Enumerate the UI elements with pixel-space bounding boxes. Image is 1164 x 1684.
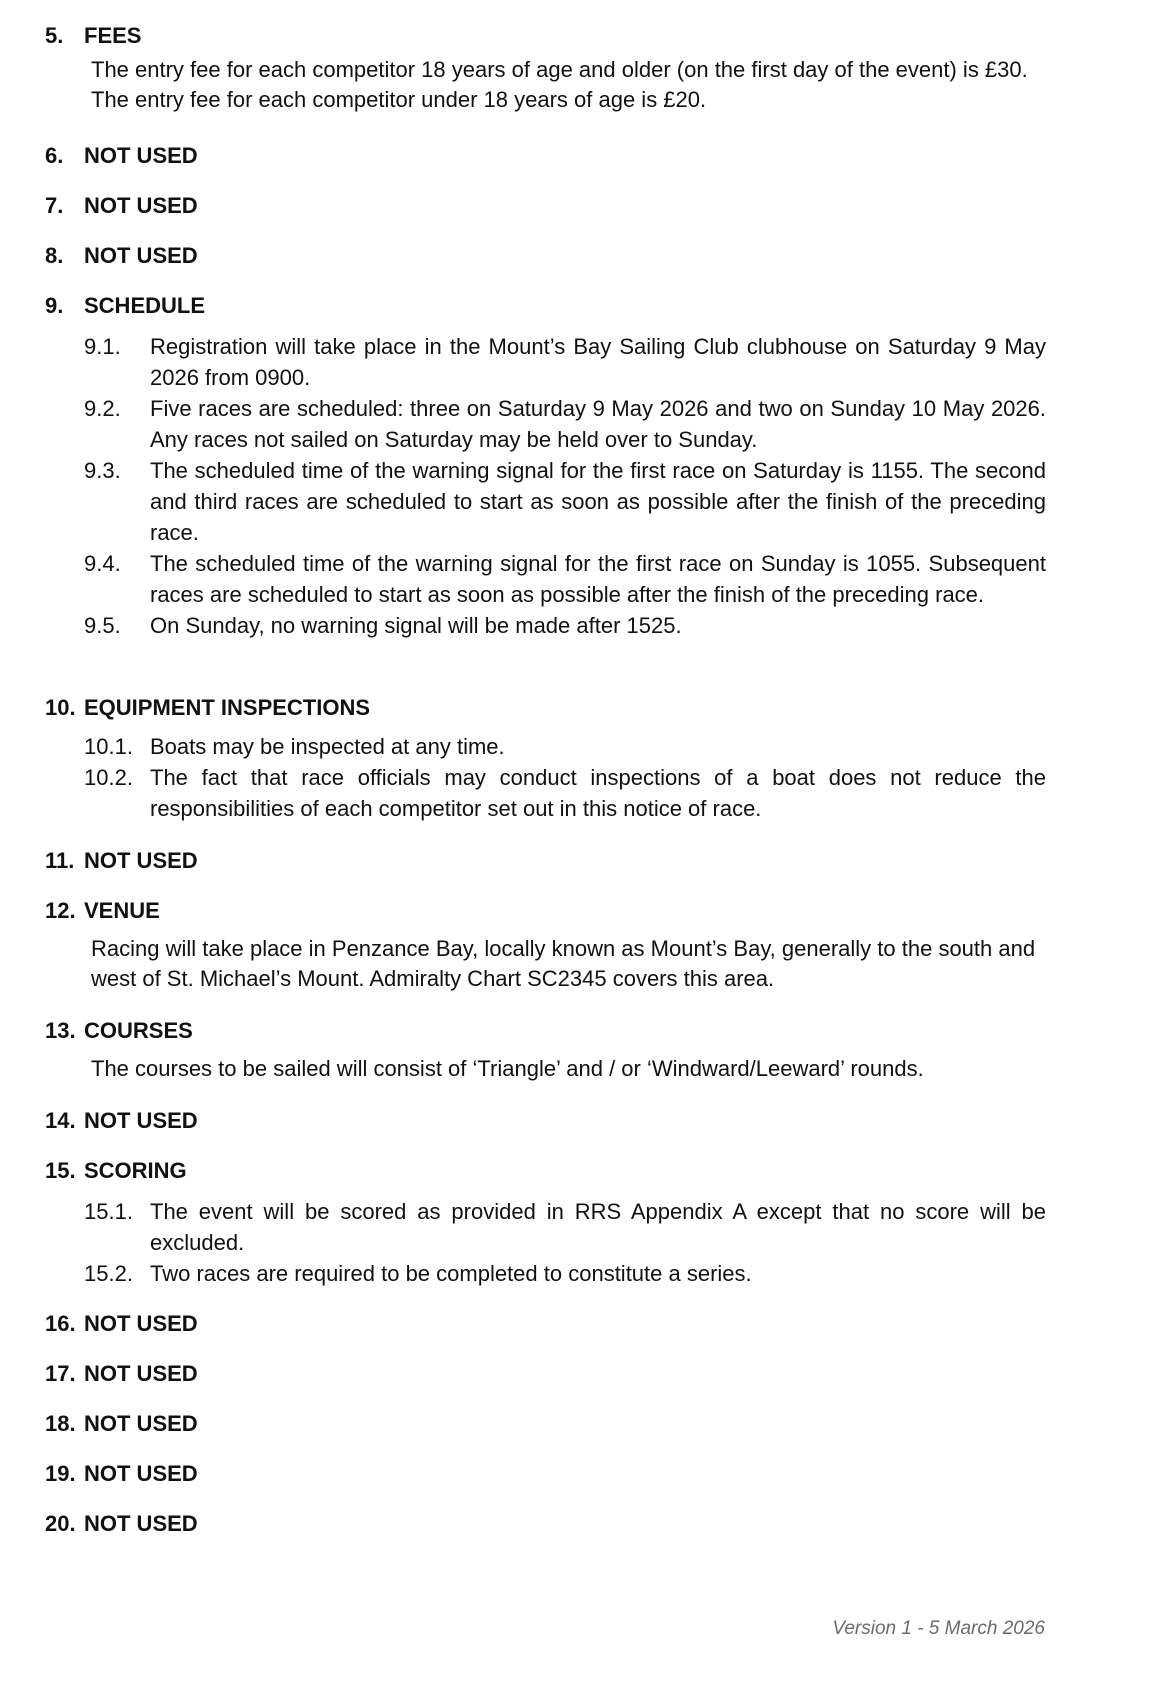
section-title: NOT USED — [84, 848, 198, 873]
sub-item — [84, 393, 1046, 455]
section-scoring — [45, 1156, 1055, 1289]
section-number: 6. — [45, 143, 64, 168]
section-16 — [45, 1309, 1055, 1339]
section-20 — [45, 1509, 1055, 1539]
sub-item-number: 9.4. — [84, 551, 121, 576]
sub-item-number: 9.2. — [84, 396, 121, 421]
section-heading — [45, 1459, 1055, 1489]
section-number: 12. — [45, 898, 76, 923]
section-equipment-inspections — [45, 693, 1055, 824]
section-heading — [45, 291, 1055, 321]
section-number: 11. — [45, 848, 75, 873]
section-number: 15. — [45, 1158, 76, 1183]
sub-item-text: Boats may be inspected at any time. — [150, 734, 505, 759]
sub-item-text: Two races are required to be completed to constitute a series. — [150, 1261, 752, 1286]
section-title: FEES — [84, 23, 142, 48]
section-number: 9. — [45, 293, 64, 318]
section-heading — [45, 1106, 1055, 1136]
section-body: The entry fee for each competitor 18 years of age and older (on the first day of the event) is £30. The entry fee for each competitor under 18 years of age is £20. — [91, 57, 1028, 112]
section-fees — [45, 21, 1055, 115]
section-heading — [45, 241, 1055, 271]
section-7 — [45, 191, 1055, 221]
section-19 — [45, 1459, 1055, 1489]
section-title: SCHEDULE — [84, 293, 206, 318]
sub-item — [84, 1196, 1046, 1258]
sub-item-number: 10.2. — [84, 765, 133, 790]
section-heading — [45, 846, 1055, 876]
section-number: 16. — [45, 1311, 76, 1336]
section-11 — [45, 846, 1055, 876]
section-number: 7. — [45, 193, 64, 218]
sub-item — [84, 548, 1046, 610]
section-title: NOT USED — [84, 1108, 198, 1133]
sub-item — [84, 610, 1046, 641]
section-18 — [45, 1409, 1055, 1439]
sub-item — [84, 762, 1046, 824]
section-number: 13. — [45, 1018, 76, 1043]
sub-item-text: Registration will take place in the Mount’s Bay Sailing Club clubhouse on Saturday 9 May 2026 from 0900. — [150, 334, 1046, 390]
section-heading — [45, 141, 1055, 171]
section-number: 20. — [45, 1511, 76, 1536]
section-title: NOT USED — [84, 143, 198, 168]
section-title: NOT USED — [84, 1411, 198, 1436]
section-heading — [45, 1359, 1055, 1389]
sub-item-number: 9.3. — [84, 458, 121, 483]
sub-item-number: 9.5. — [84, 613, 121, 638]
sub-item-number: 9.1. — [84, 334, 121, 359]
sub-item — [84, 331, 1046, 393]
sub-item — [84, 455, 1046, 548]
sub-item-number: 10.1. — [84, 734, 133, 759]
section-title: NOT USED — [84, 1361, 198, 1386]
section-6 — [45, 141, 1055, 171]
section-heading — [45, 21, 1055, 51]
section-number: 5. — [45, 23, 64, 48]
section-title: SCORING — [84, 1158, 187, 1183]
section-14 — [45, 1106, 1055, 1136]
section-8 — [45, 241, 1055, 271]
section-title: NOT USED — [84, 243, 198, 268]
sub-item-text: The event will be scored as provided in RRS Appendix A except that no score will be excluded. — [150, 1199, 1046, 1255]
section-schedule — [45, 291, 1055, 641]
section-number: 14. — [45, 1108, 76, 1133]
sub-item-text: The scheduled time of the warning signal for the first race on Sunday is 1055. Subsequent races are scheduled to start as soon as possible after the finish of the preceding race. — [150, 551, 1046, 607]
section-17 — [45, 1359, 1055, 1389]
section-title: NOT USED — [84, 1461, 198, 1486]
sub-item-number: 15.1. — [84, 1199, 133, 1224]
section-title: NOT USED — [84, 193, 198, 218]
section-title: EQUIPMENT INSPECTIONS — [84, 695, 371, 720]
section-heading — [45, 1509, 1055, 1539]
section-heading — [45, 896, 1055, 926]
sub-item-text: On Sunday, no warning signal will be made after 1525. — [150, 613, 682, 638]
sub-item-text: Five races are scheduled: three on Saturday 9 May 2026 and two on Sunday 10 May 2026. Any races not sailed on Saturday may be held over to Sunday. — [150, 396, 1046, 452]
sub-item-text: The fact that race officials may conduct inspections of a boat does not reduce the responsibilities of each competitor set out in this notice of race. — [150, 765, 1046, 821]
section-title: NOT USED — [84, 1511, 198, 1536]
section-number: 17. — [45, 1361, 76, 1386]
section-body: Racing will take place in Penzance Bay, locally known as Mount’s Bay, generally to the south and west of St. Michael’s Mount. Admiralty Chart SC2345 covers this area. — [91, 936, 1036, 991]
section-number: 10. — [45, 695, 76, 720]
version-footer: Version 1 - 5 March 2026 — [832, 1618, 1045, 1639]
section-title: VENUE — [84, 898, 160, 923]
section-number: 18. — [45, 1411, 76, 1436]
section-heading — [45, 1309, 1055, 1339]
section-heading — [45, 1409, 1055, 1439]
section-number: 19. — [45, 1461, 76, 1486]
section-heading — [45, 693, 1055, 723]
section-body: The courses to be sailed will consist of ‘Triangle’ and / or ‘Windward/Leeward’ rounds. — [91, 1056, 924, 1081]
section-heading — [45, 1156, 1055, 1186]
sub-item-text: The scheduled time of the warning signal for the first race on Saturday is 1155. The second and third races are scheduled to start as soon as possible after the finish of the preceding race. — [150, 458, 1046, 545]
section-venue — [45, 896, 1055, 994]
section-title: NOT USED — [84, 1311, 198, 1336]
section-title: COURSES — [84, 1018, 193, 1043]
sub-item-number: 15.2. — [84, 1261, 133, 1286]
section-courses — [45, 1016, 1055, 1084]
section-number: 8. — [45, 243, 64, 268]
section-heading — [45, 191, 1055, 221]
section-heading — [45, 1016, 1055, 1046]
sub-item — [84, 731, 1046, 762]
sub-item — [84, 1258, 1046, 1289]
